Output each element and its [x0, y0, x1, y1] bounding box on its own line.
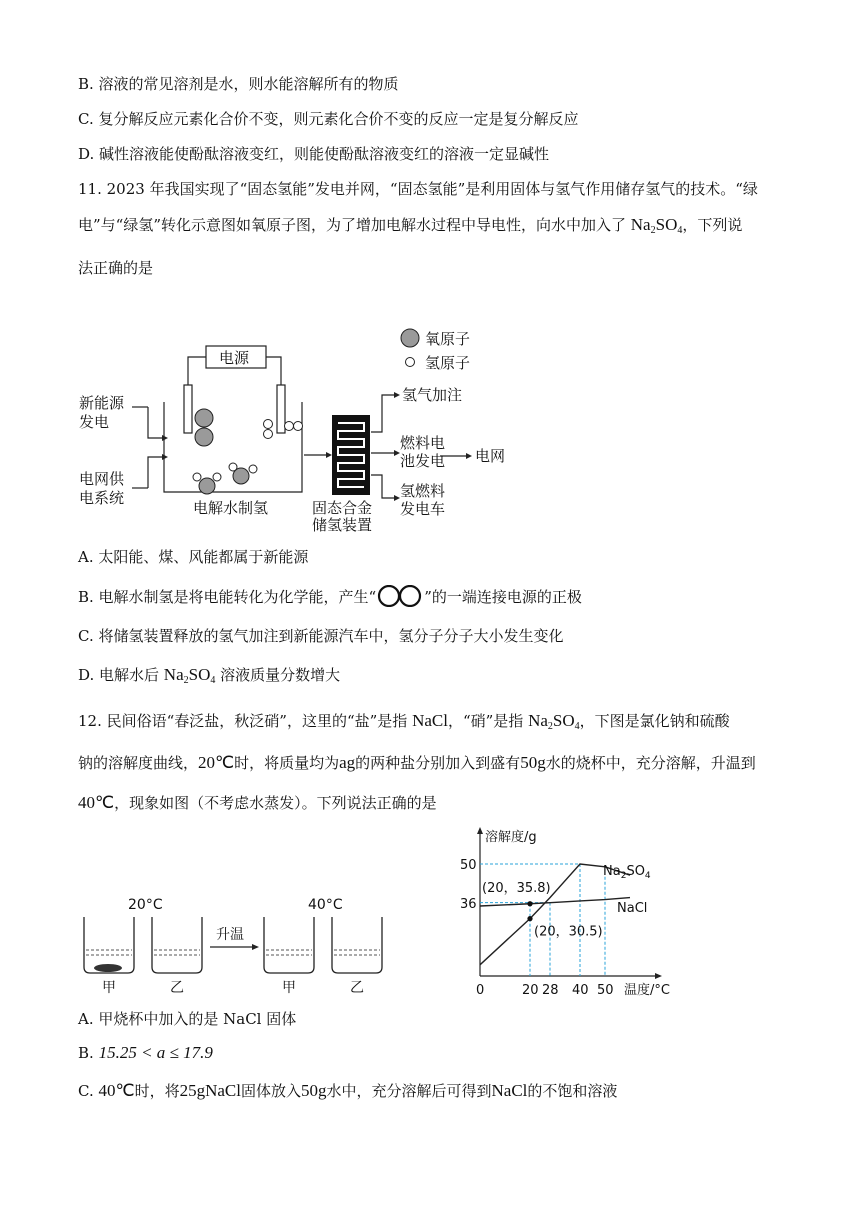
question-11-line-3: 法正确的是: [78, 259, 154, 277]
svg-text:升温: 升温: [216, 927, 244, 943]
svg-text:氢燃料: 氢燃料: [400, 482, 446, 500]
data-point-0: [527, 901, 532, 906]
question-12-line-3: 40℃，现象如图（不考虑水蒸发）。下列说法正确的是: [78, 793, 437, 812]
x-tick-50: 50: [597, 983, 614, 998]
svg-text:乙: 乙: [170, 980, 184, 995]
svg-text:发电车: 发电车: [400, 500, 446, 518]
svg-text:电网: 电网: [475, 447, 506, 465]
option-10b: B. 溶液的常见溶剂是水，则水能溶解所有的物质: [78, 75, 399, 93]
option-12a: A. 甲烧杯中加入的是 NaCl 固体: [78, 1010, 297, 1028]
option-11c: C. 将储氢装置释放的氢气加注到新能源汽车中，氢分子分子大小发生变化: [78, 627, 564, 645]
svg-text:池发电: 池发电: [400, 452, 446, 470]
svg-text:固态合金: 固态合金: [312, 499, 373, 517]
question-11-line-1: 11. 2023 年我国实现了“固态氢能”发电并网，“固态氢能”是利用固体与氢气作用储存氢气的技术。“绿: [78, 180, 758, 198]
svg-text:电源: 电源: [219, 349, 250, 367]
svg-text:电解水制氢: 电解水制氢: [193, 499, 269, 517]
svg-text:20°C: 20°C: [128, 897, 163, 913]
svg-text:新能源: 新能源: [79, 394, 125, 412]
svg-text:甲: 甲: [282, 980, 296, 995]
svg-text:甲: 甲: [102, 980, 116, 995]
y-tick-50: 50: [460, 858, 477, 873]
series-line-na2so4: [480, 864, 630, 965]
legend-nacl: NaCl: [617, 901, 648, 916]
svg-text:发电: 发电: [79, 413, 110, 431]
option-11b: B. 电解水制氢是将电能转化为化学能，产生“ ”的一端连接电源的正极: [78, 585, 582, 607]
formula-na2so4: $Na_2SO_4$: [630, 215, 683, 236]
svg-text:电系统: 电系统: [79, 489, 125, 507]
svg-text:电网供: 电网供: [79, 470, 125, 488]
svg-text:氢气加注: 氢气加注: [402, 386, 463, 404]
x-tick-40: 40: [572, 983, 589, 998]
x-tick-20: 20: [522, 983, 539, 998]
svg-text:氢原子: 氢原子: [425, 354, 471, 372]
question-12-line-2: 钠的溶解度曲线，20℃时，将质量均为ag的两种盐分别加入到盛有50g水的烧杯中，充分溶解，升温到: [78, 753, 756, 772]
hydrogen-storage-icon: [332, 415, 370, 495]
solubility-chart: [440, 822, 690, 1002]
x-tick-28: 28: [542, 983, 559, 998]
point-label-0: (20，35.8): [482, 880, 551, 896]
question-12-line-1: 12. 民间俗语“春泛盐，秋泛硝”，这里的“盐”是指 NaCl，“硝”是指 $Na_2SO_4$，下图是氯化钠和硫酸: [78, 711, 730, 732]
option-12b: B. 15.25 < a ≤ 17.9: [78, 1043, 213, 1062]
x-axis-label: 温度/°C: [624, 983, 670, 998]
y-tick-36: 36: [460, 897, 477, 913]
svg-text:储氢装置: 储氢装置: [312, 516, 373, 534]
svg-text:乙: 乙: [350, 980, 364, 995]
option-12c: C. 40℃时，将25gNaCl固体放入50g水中，充分溶解后可得到NaCl的不饱和溶液: [78, 1081, 618, 1100]
undissolved-solid: [94, 964, 122, 972]
y-axis-label: 溶解度/g: [485, 830, 537, 845]
option-11a: A. 太阳能、煤、风能都属于新能源: [78, 548, 309, 566]
svg-text:40°C: 40°C: [308, 897, 343, 913]
option-11d: D. 电解水后 $Na_2SO_4$ 溶液质量分数增大: [78, 665, 341, 686]
point-label-1: (20，30.5): [534, 924, 603, 940]
svg-text:燃料电: 燃料电: [400, 434, 446, 452]
series-line-nacl: [480, 898, 630, 906]
electrolysis-diagram: [76, 320, 536, 535]
x-tick-0: 0: [476, 983, 485, 998]
question-11-line-2: 电”与“绿氢”转化示意图如氧原子图，为了增加电解水过程中导电性，向水中加入了 $Na_2SO_4$，下列说: [78, 215, 743, 236]
legend-na2so4: $Na_2SO_4$: [603, 864, 651, 881]
beaker-diagram: [76, 895, 406, 995]
option-10d: D. 碱性溶液能使酚酞溶液变红，则能使酚酞溶液变红的溶液一定显碱性: [78, 145, 550, 163]
data-point-1: [527, 916, 532, 921]
option-10c: C. 复分解反应元素化合价不变，则元素化合价不变的反应一定是复分解反应: [78, 110, 579, 128]
oxygen-molecule-icon: [376, 585, 424, 607]
svg-text:氧原子: 氧原子: [425, 330, 471, 348]
